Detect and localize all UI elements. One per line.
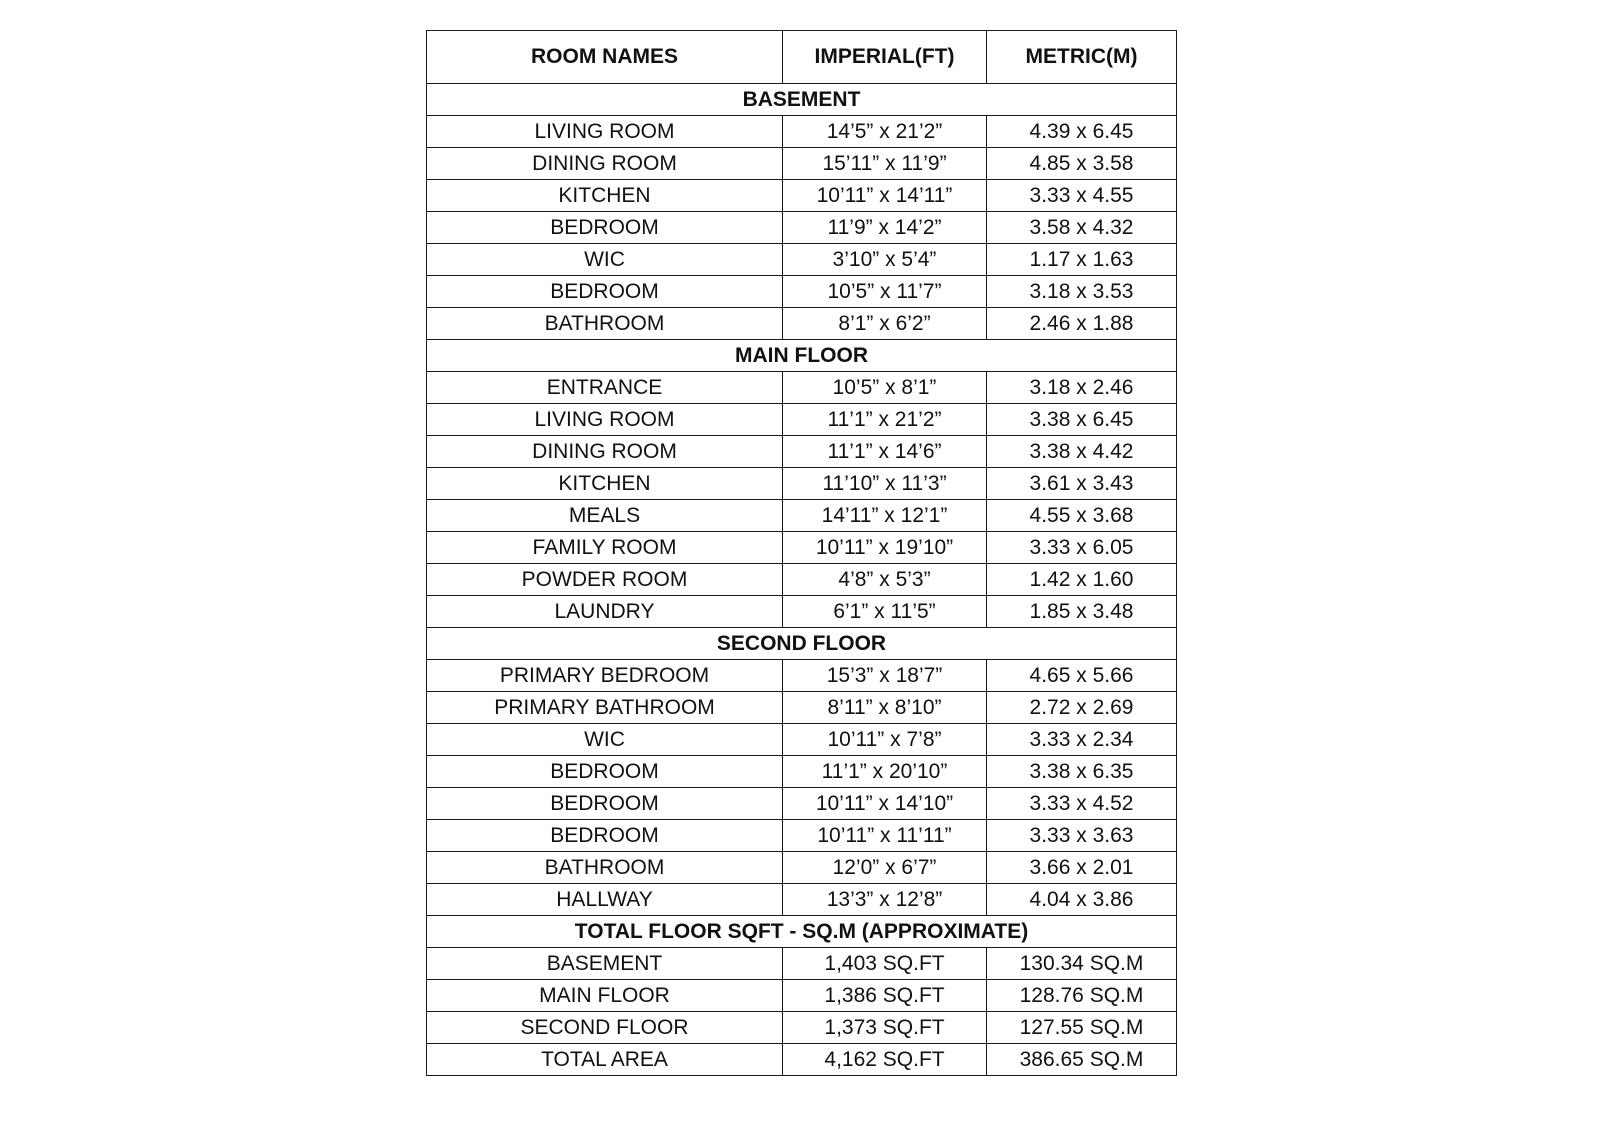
section-row (427, 84, 1177, 116)
imperial-cell: 10’11” x 14’10” (783, 788, 987, 820)
metric-cell: 3.58 x 4.32 (987, 212, 1177, 244)
table-row (427, 1012, 1177, 1044)
section-title: TOTAL FLOOR SQFT - SQ.M (APPROXIMATE) (427, 916, 1177, 948)
metric-cell: 3.38 x 4.42 (987, 436, 1177, 468)
room-name-cell: KITCHEN (427, 468, 783, 500)
section-title: BASEMENT (427, 84, 1177, 116)
metric-cell: 4.85 x 3.58 (987, 148, 1177, 180)
imperial-cell: 10’11” x 14’11” (783, 180, 987, 212)
room-name-cell: LAUNDRY (427, 596, 783, 628)
metric-cell: 3.61 x 3.43 (987, 468, 1177, 500)
table-header (427, 31, 1177, 84)
metric-cell: 2.46 x 1.88 (987, 308, 1177, 340)
metric-cell: 1.17 x 1.63 (987, 244, 1177, 276)
room-name-cell: POWDER ROOM (427, 564, 783, 596)
metric-cell: 3.66 x 2.01 (987, 852, 1177, 884)
table-row (427, 596, 1177, 628)
room-name-cell: BASEMENT (427, 948, 783, 980)
imperial-cell: 12’0” x 6’7” (783, 852, 987, 884)
imperial-cell: 8’11” x 8’10” (783, 692, 987, 724)
room-name-cell: BEDROOM (427, 276, 783, 308)
section-row (427, 340, 1177, 372)
table-row (427, 468, 1177, 500)
table-row (427, 980, 1177, 1012)
room-name-cell: BEDROOM (427, 756, 783, 788)
table-row (427, 564, 1177, 596)
header-row (427, 31, 1177, 84)
header-room-names: ROOM NAMES (427, 31, 783, 84)
metric-cell: 3.38 x 6.45 (987, 404, 1177, 436)
imperial-cell: 14’5” x 21’2” (783, 116, 987, 148)
imperial-cell: 14’11” x 12’1” (783, 500, 987, 532)
imperial-cell: 1,373 SQ.FT (783, 1012, 987, 1044)
imperial-cell: 11’1” x 20’10” (783, 756, 987, 788)
imperial-cell: 11’1” x 21’2” (783, 404, 987, 436)
metric-cell: 3.33 x 2.34 (987, 724, 1177, 756)
table-row (427, 948, 1177, 980)
room-name-cell: KITCHEN (427, 180, 783, 212)
room-name-cell: PRIMARY BATHROOM (427, 692, 783, 724)
metric-cell: 4.04 x 3.86 (987, 884, 1177, 916)
table-row (427, 308, 1177, 340)
imperial-cell: 13’3” x 12’8” (783, 884, 987, 916)
imperial-cell: 15’11” x 11’9” (783, 148, 987, 180)
metric-cell: 3.33 x 4.55 (987, 180, 1177, 212)
table-row (427, 212, 1177, 244)
room-dimensions-table (426, 30, 1177, 1076)
room-name-cell: BEDROOM (427, 212, 783, 244)
room-name-cell: SECOND FLOOR (427, 1012, 783, 1044)
imperial-cell: 10’5” x 11’7” (783, 276, 987, 308)
table-row (427, 116, 1177, 148)
metric-cell: 3.38 x 6.35 (987, 756, 1177, 788)
imperial-cell: 6’1” x 11’5” (783, 596, 987, 628)
room-name-cell: WIC (427, 244, 783, 276)
table-row (427, 276, 1177, 308)
room-name-cell: TOTAL AREA (427, 1044, 783, 1076)
table-row (427, 660, 1177, 692)
metric-cell: 386.65 SQ.M (987, 1044, 1177, 1076)
room-name-cell: MAIN FLOOR (427, 980, 783, 1012)
imperial-cell: 11’9” x 14’2” (783, 212, 987, 244)
imperial-cell: 15’3” x 18’7” (783, 660, 987, 692)
imperial-cell: 10’11” x 19’10” (783, 532, 987, 564)
metric-cell: 4.55 x 3.68 (987, 500, 1177, 532)
section-row (427, 628, 1177, 660)
imperial-cell: 1,403 SQ.FT (783, 948, 987, 980)
room-name-cell: BEDROOM (427, 788, 783, 820)
table-row (427, 244, 1177, 276)
table-row (427, 500, 1177, 532)
table-body (427, 84, 1177, 1076)
room-name-cell: HALLWAY (427, 884, 783, 916)
header-imperial: IMPERIAL(FT) (783, 31, 987, 84)
imperial-cell: 10’11” x 11’11” (783, 820, 987, 852)
room-name-cell: WIC (427, 724, 783, 756)
room-name-cell: BATHROOM (427, 308, 783, 340)
metric-cell: 3.18 x 3.53 (987, 276, 1177, 308)
room-name-cell: LIVING ROOM (427, 116, 783, 148)
imperial-cell: 11’1” x 14’6” (783, 436, 987, 468)
table-row (427, 724, 1177, 756)
imperial-cell: 8’1” x 6’2” (783, 308, 987, 340)
metric-cell: 1.42 x 1.60 (987, 564, 1177, 596)
room-name-cell: PRIMARY BEDROOM (427, 660, 783, 692)
imperial-cell: 3’10” x 5’4” (783, 244, 987, 276)
table-row (427, 820, 1177, 852)
metric-cell: 3.18 x 2.46 (987, 372, 1177, 404)
room-name-cell: BATHROOM (427, 852, 783, 884)
imperial-cell: 1,386 SQ.FT (783, 980, 987, 1012)
metric-cell: 128.76 SQ.M (987, 980, 1177, 1012)
table-row (427, 692, 1177, 724)
metric-cell: 4.39 x 6.45 (987, 116, 1177, 148)
room-name-cell: LIVING ROOM (427, 404, 783, 436)
table-row (427, 756, 1177, 788)
imperial-cell: 11’10” x 11’3” (783, 468, 987, 500)
room-name-cell: DINING ROOM (427, 436, 783, 468)
metric-cell: 3.33 x 3.63 (987, 820, 1177, 852)
room-name-cell: DINING ROOM (427, 148, 783, 180)
metric-cell: 3.33 x 6.05 (987, 532, 1177, 564)
table-row (427, 852, 1177, 884)
table-row (427, 372, 1177, 404)
imperial-cell: 4’8” x 5’3” (783, 564, 987, 596)
metric-cell: 127.55 SQ.M (987, 1012, 1177, 1044)
room-name-cell: MEALS (427, 500, 783, 532)
metric-cell: 2.72 x 2.69 (987, 692, 1177, 724)
metric-cell: 3.33 x 4.52 (987, 788, 1177, 820)
section-title: MAIN FLOOR (427, 340, 1177, 372)
table-row (427, 148, 1177, 180)
table-row (427, 788, 1177, 820)
header-metric: METRIC(M) (987, 31, 1177, 84)
room-name-cell: FAMILY ROOM (427, 532, 783, 564)
section-title: SECOND FLOOR (427, 628, 1177, 660)
table-row (427, 436, 1177, 468)
table-row (427, 404, 1177, 436)
metric-cell: 4.65 x 5.66 (987, 660, 1177, 692)
imperial-cell: 10’11” x 7’8” (783, 724, 987, 756)
room-name-cell: BEDROOM (427, 820, 783, 852)
imperial-cell: 4,162 SQ.FT (783, 1044, 987, 1076)
table-row (427, 884, 1177, 916)
table-row (427, 532, 1177, 564)
room-name-cell: ENTRANCE (427, 372, 783, 404)
metric-cell: 1.85 x 3.48 (987, 596, 1177, 628)
table-row (427, 1044, 1177, 1076)
table-row (427, 180, 1177, 212)
section-row (427, 916, 1177, 948)
imperial-cell: 10’5” x 8’1” (783, 372, 987, 404)
metric-cell: 130.34 SQ.M (987, 948, 1177, 980)
